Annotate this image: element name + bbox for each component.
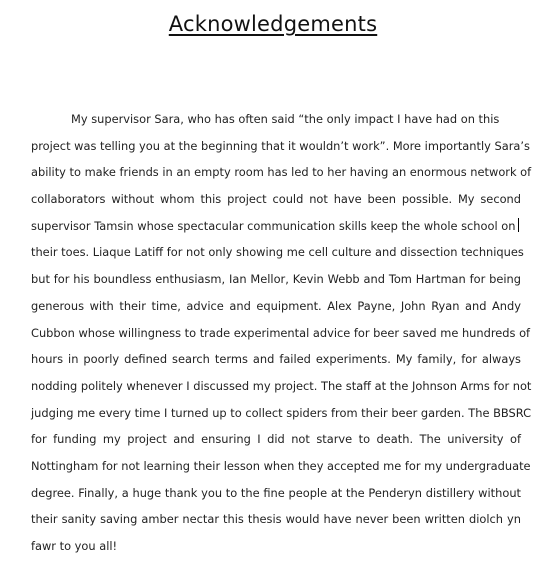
- paragraph-line: their sanity saving amber nectar this thesis would have never been written diolch yn: [31, 512, 521, 527]
- paragraph-line: their toes. Liaque Latiff for not only showing me cell culture and dissection techniques: [31, 245, 524, 260]
- paragraph-line: degree. Finally, a huge thank you to the fine people at the Penderyn distillery without: [31, 485, 521, 500]
- paragraph-line: hours in poorly defined search terms and failed experiments. My family, for always: [31, 352, 521, 367]
- text-cursor: [518, 218, 519, 232]
- paragraph-line: supervisor Tamsin whose spectacular communication skills keep the whole school on: [31, 218, 516, 233]
- paragraph-line: fawr to you all!: [31, 539, 118, 553]
- paragraph-line: but for his boundless enthusiasm, Ian Mellor, Kevin Webb and Tom Hartman for being: [31, 272, 521, 287]
- paragraph-line: collaborators without whom this project could not have been possible. My second: [31, 192, 521, 207]
- acknowledgements-paragraph[interactable]: [31, 106, 532, 560]
- paragraph-line-with-caret: [31, 213, 521, 240]
- paragraph-line: judging me every time I turned up to collect spiders from their beer garden. The BBSRC: [31, 405, 532, 420]
- paragraph-line: nodding politely whenever I discussed my project. The staff at the Johnson Arms for not: [31, 378, 532, 393]
- paragraph-line: project was telling you at the beginning that it wouldn’t work”. More importantly Sara’s: [31, 138, 530, 153]
- paragraph-line: Cubbon whose willingness to trade experimental advice for beer saved me hundreds of: [31, 325, 531, 340]
- paragraph-line: Nottingham for not learning their lesson when they accepted me for my undergraduate: [31, 458, 531, 473]
- paragraph-line: My supervisor Sara, who has often said “the only impact I have had on this: [71, 112, 500, 126]
- paragraph-line: generous with their time, advice and equipment. Alex Payne, John Ryan and Andy: [31, 298, 521, 313]
- paragraph-line: for funding my project and ensuring I did not starve to death. The university of: [31, 432, 521, 447]
- page-title: Acknowledgements: [168, 12, 378, 36]
- paragraph-line: ability to make friends in an empty room has led to her having an enormous network of: [31, 165, 532, 180]
